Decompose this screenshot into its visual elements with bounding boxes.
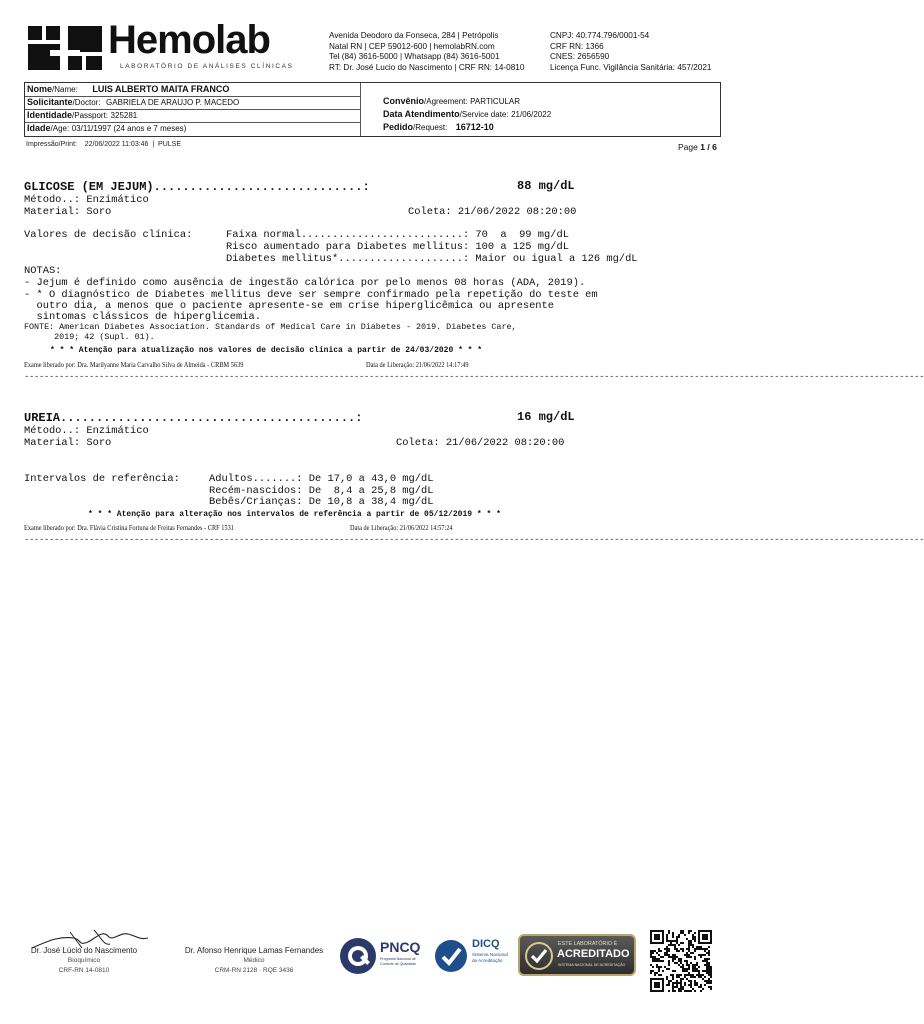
accredited-main: ACREDITADO: [557, 948, 630, 960]
agreement-value: PARTICULAR: [470, 97, 521, 106]
print-info: Impressão/Print: 22/06/2022 11:03:46 | PULSE: [26, 141, 182, 148]
registry-line: Licença Func. Vigilância Sanitária: 457/2021: [550, 62, 712, 72]
exam-result-ureia: 16 mg/dL: [517, 410, 575, 424]
request-label-en: /Request:: [413, 123, 448, 132]
signatory-reg: CRF-RN 14-0810: [58, 967, 110, 974]
signature-block-1: [14, 946, 154, 976]
source-line: FONTE: American Diabetes Association. Standards of Medical Care in Diabetes - 2019. Diabetes Care,: [24, 322, 517, 332]
logo-subtitle: LABORATÓRIO DE ANÁLISES CLÍNICAS: [120, 63, 294, 70]
release-date: Data de Liberação: 21/06/2022 14:57:24: [350, 524, 453, 532]
accredited-top: ESTE LABORATÓRIO É: [558, 941, 618, 947]
ref-line: Recém-nascidos: De 8,4 a 25,8 mg/dL: [209, 485, 434, 497]
exam-material: Material: Soro: [24, 206, 112, 218]
service-date-label-en: /Service date:: [459, 110, 509, 119]
request-label: Pedido: [383, 122, 414, 132]
address-line: Tel (84) 3616-5000 | Whatsapp (84) 3616-5001: [329, 52, 500, 61]
qr-code-icon[interactable]: [650, 930, 712, 992]
ref-label: Intervalos de referência:: [24, 473, 180, 485]
exam-coleta: Coleta: 21/06/2022 08:20:00: [408, 206, 577, 218]
exam-result-glicose: 88 mg/dL: [517, 179, 575, 193]
registry-line: CNES: 2656590: [550, 52, 610, 61]
source-line: 2019; 42 (Supl. 01).: [24, 332, 155, 342]
exam-title-ureia: UREIA.........................................:: [24, 411, 363, 425]
attention-note: * * * Atenção para atualização nos valores de decisão clínica a partir de 24/03/2020 * * *: [50, 346, 483, 355]
header-address: [329, 31, 524, 73]
registry-line: CNPJ: 40.774.796/0001-54: [550, 31, 650, 40]
name-label-en: /Name:: [52, 85, 78, 94]
logo-name: Hemolab: [108, 18, 270, 62]
doctor-row: [27, 96, 239, 109]
pncq-icon: [338, 936, 378, 976]
dicq-subtitle: Sistema Nacional de Acreditação: [472, 952, 508, 963]
ref-label: Valores de decisão clínica:: [24, 229, 193, 241]
doctor-name: GABRIELA DE ARAUJO P. MACEDO: [106, 98, 240, 107]
note-line: - * O diagnóstico de Diabetes mellitus deve ser sempre confirmado pela repetição do teste em: [24, 289, 598, 301]
hemolab-logo-icon: [28, 26, 102, 70]
patient-age: 03/11/1997 (24 anos e 7 meses): [71, 124, 187, 133]
ref-line: Risco aumentado para Diabetes mellitus: 100 a 125 mg/dL: [226, 241, 569, 253]
id-row: [27, 109, 137, 122]
ref-line: Adultos.......: De 17,0 a 43,0 mg/dL: [209, 473, 434, 485]
dicq-seal: [434, 935, 514, 977]
patient-name: LUIS ALBERTO MAITA FRANCO: [92, 84, 230, 94]
address-line: Natal RN | CEP 59012-600 | hemolabRN.com: [329, 41, 495, 51]
attention-note: * * * Atenção para alteração nos intervalos de referência a partir de 05/12/2019 * * *: [88, 510, 501, 519]
page-number: Page 1 / 6: [678, 142, 717, 152]
service-date-row: [383, 108, 551, 121]
doctor-label: Solicitante: [27, 97, 73, 107]
dicq-label: DICQ: [472, 938, 500, 950]
id-label: Identidade: [27, 110, 73, 120]
request-number: 16712-10: [455, 122, 494, 132]
signature-block-2: [172, 946, 336, 976]
released-by: Exame liberado por: Dra. Marilyanne Maria Carvalho Silva de Almeida - CRBM 5639: [24, 361, 244, 369]
registry-line: CRF RN: 1366: [550, 41, 604, 51]
signatory-reg: CRM-RN 2128 · RQE 3436: [214, 967, 294, 974]
pncq-subtitle: Programa Nacional de Controle de Qualidade: [380, 957, 416, 966]
released-by: Exame liberado por: Dra. Flávia Cristina Fortuna de Freitas Fernandes - CRF 1531: [24, 524, 234, 532]
name-label: Nome: [27, 84, 53, 94]
separator-line: ------------------------------------------------------------------------------------------------------------------------------------------------------------------------------------: [24, 535, 924, 545]
note-line: sintomas clássicos de hiperglicemia.: [24, 311, 261, 323]
notes-title: NOTAS:: [24, 265, 62, 277]
request-row: [383, 121, 494, 134]
accredited-seal: [518, 934, 636, 976]
ref-line: Diabetes mellitus*....................: Maior ou igual a 126 mg/dL: [226, 253, 638, 265]
separator-line: ------------------------------------------------------------------------------------------------------------------------------------------------------------------------------------: [24, 372, 924, 382]
ref-line: Faixa normal..........................: 70 a 99 mg/dL: [226, 229, 569, 241]
exam-title-glicose: GLICOSE (EM JEJUM).............................:: [24, 180, 370, 194]
doctor-label-en: /Doctor:: [72, 98, 101, 107]
signatory-role: Bioquímico: [67, 957, 101, 964]
exam-material: Material: Soro: [24, 437, 112, 449]
pncq-seal: [338, 935, 428, 977]
pncq-label: PNCQ: [380, 939, 421, 955]
exam-method: Método..: Enzimático: [24, 194, 149, 206]
header-registry: [550, 31, 711, 73]
ref-line: Bebês/Crianças: De 10,8 a 38,4 mg/dL: [209, 496, 434, 508]
agreement-row: [383, 95, 520, 108]
age-row: [27, 122, 186, 135]
agreement-label: Convênio: [383, 96, 425, 106]
check-badge-icon: [524, 941, 554, 971]
accredited-sub: SISTEMA NACIONAL DE ACREDITAÇÃO: [558, 963, 626, 967]
service-date-value: 21/06/2022: [511, 110, 552, 119]
signatory-name: Dr. Afonso Henrique Lamas Fernandes: [184, 946, 324, 955]
note-line: outro dia, a menos que o paciente apresente-se em crise hiperglicêmica ou apresente: [24, 300, 555, 312]
release-date: Data de Liberação: 21/06/2022 14:17:49: [366, 361, 469, 369]
agreement-label-en: /Agreement:: [424, 97, 468, 106]
patient-info-box: [24, 82, 721, 137]
patient-name-row: [27, 83, 229, 96]
service-date-label: Data Atendimento: [383, 109, 460, 119]
exam-method: Método..: Enzimático: [24, 425, 149, 437]
signatory-name: Dr. José Lúcio do Nascimento: [30, 946, 138, 955]
age-label: Idade: [27, 123, 51, 133]
patient-id: 325281: [110, 111, 138, 120]
age-label-en: /Age:: [50, 124, 70, 133]
note-line: - Jejum é definido como ausência de ingestão calórica por pelo menos 08 horas (ADA, 2019).: [24, 277, 586, 289]
address-line: Avenida Deodoro da Fonseca, 284 | Petrópolis: [329, 31, 499, 40]
exam-coleta: Coleta: 21/06/2022 08:20:00: [396, 437, 565, 449]
address-line: RT: Dr. José Lucio do Nascimento | CRF RN: 14-0810: [329, 62, 525, 72]
id-label-en: /Passport:: [72, 111, 109, 120]
signatory-role: Médico: [243, 957, 265, 964]
dicq-icon: [434, 937, 468, 975]
